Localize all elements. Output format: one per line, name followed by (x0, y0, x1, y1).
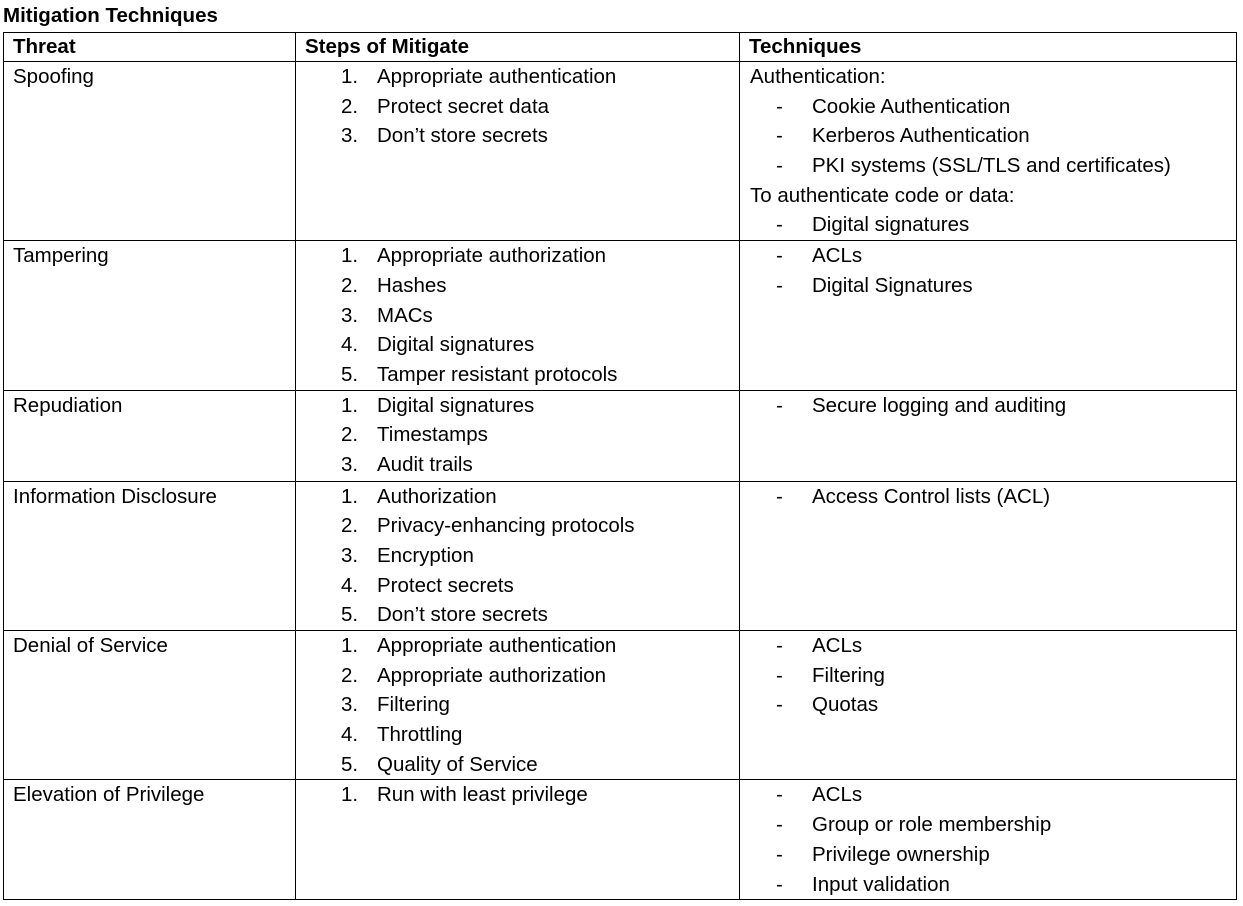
dash-bullet: - (776, 872, 783, 896)
table-body (4, 62, 1237, 900)
steps-cell (296, 241, 740, 390)
technique-heading (749, 181, 1236, 211)
technique-text: Access Control lists (ACL) (812, 484, 1051, 508)
step-text: Appropriate authentication (377, 65, 617, 88)
dash-bullet: - (776, 484, 783, 508)
step-number: 1. (341, 484, 359, 508)
step-item (305, 121, 739, 151)
step-item (305, 360, 739, 390)
steps-cell (296, 631, 740, 780)
techniques-cell (740, 62, 1237, 241)
step-number: 4. (341, 333, 359, 357)
header-steps: Steps of Mitigate (296, 33, 740, 62)
step-text: Appropriate authentication (377, 634, 617, 657)
step-number: 5. (341, 752, 359, 776)
technique-text: ACLs (812, 783, 863, 807)
table-row (4, 241, 1237, 390)
technique-item (749, 840, 1236, 870)
step-item (305, 62, 739, 92)
threat-cell: Repudiation (4, 390, 296, 481)
dash-bullet: - (776, 154, 783, 178)
step-item (305, 541, 739, 571)
technique-item (749, 482, 1236, 512)
step-number: 4. (341, 723, 359, 747)
step-number: 1. (341, 65, 359, 88)
table-row (4, 481, 1237, 630)
step-number: 3. (341, 124, 359, 148)
steps-cell (296, 390, 740, 481)
technique-text: To authenticate code or data: (750, 183, 1015, 207)
technique-item (749, 271, 1236, 301)
threat-cell: Tampering (4, 241, 296, 390)
step-item (305, 571, 739, 601)
step-number: 3. (341, 543, 359, 567)
step-number: 1. (341, 393, 359, 417)
step-text: Privacy-enhancing protocols (377, 514, 635, 538)
dash-bullet: - (776, 634, 783, 657)
technique-text: PKI systems (SSL/TLS and certificates) (812, 154, 1171, 178)
step-item (305, 750, 739, 780)
step-text: Audit trails (377, 452, 473, 476)
technique-item (749, 241, 1236, 271)
technique-item (749, 121, 1236, 151)
table-row (4, 390, 1237, 481)
technique-item (749, 151, 1236, 181)
technique-text: Digital Signatures (812, 273, 973, 297)
step-item (305, 271, 739, 301)
technique-text: Quotas (812, 693, 879, 717)
step-item (305, 690, 739, 720)
technique-item (749, 631, 1236, 661)
technique-text: Kerberos Authentication (812, 124, 1030, 148)
step-text: Quality of Service (377, 752, 538, 776)
step-item (305, 600, 739, 630)
table-row (4, 780, 1237, 900)
technique-text: Digital signatures (812, 213, 970, 237)
technique-item (749, 391, 1236, 421)
technique-text: Group or role membership (812, 813, 1052, 837)
step-text: Tamper resistant protocols (377, 362, 618, 386)
step-text: Filtering (377, 693, 450, 717)
step-number: 3. (341, 693, 359, 717)
step-number: 1. (341, 244, 359, 268)
technique-item (749, 92, 1236, 122)
step-text: Timestamps (377, 423, 488, 447)
document-title: Mitigation Techniques (3, 4, 218, 27)
step-text: Protect secret data (377, 94, 550, 118)
technique-text: Secure logging and auditing (812, 393, 1067, 417)
step-text: MACs (377, 303, 433, 327)
technique-item (749, 210, 1236, 240)
step-item (305, 661, 739, 691)
header-threat: Threat (4, 33, 296, 62)
technique-item (749, 870, 1236, 900)
step-item (305, 92, 739, 122)
step-item (305, 241, 739, 271)
step-number: 5. (341, 362, 359, 386)
dash-bullet: - (776, 244, 783, 268)
steps-cell (296, 62, 740, 241)
step-item (305, 511, 739, 541)
step-item (305, 482, 739, 512)
step-number: 3. (341, 452, 359, 476)
technique-text: ACLs (812, 634, 863, 657)
step-number: 2. (341, 273, 359, 297)
step-text: Appropriate authorization (377, 244, 607, 268)
dash-bullet: - (776, 783, 783, 807)
step-number: 4. (341, 573, 359, 597)
techniques-cell (740, 780, 1237, 900)
step-text: Digital signatures (377, 393, 535, 417)
threat-cell: Denial of Service (4, 631, 296, 780)
technique-item (749, 780, 1236, 810)
table-header-row (4, 33, 1237, 62)
step-number: 3. (341, 303, 359, 327)
technique-text: Privilege ownership (812, 842, 990, 866)
step-number: 2. (341, 94, 359, 118)
dash-bullet: - (776, 273, 783, 297)
dash-bullet: - (776, 842, 783, 866)
step-text: Appropriate authorization (377, 663, 607, 687)
dash-bullet: - (776, 813, 783, 837)
step-number: 5. (341, 603, 359, 627)
step-item (305, 301, 739, 331)
dash-bullet: - (776, 693, 783, 717)
header-techniques: Techniques (740, 33, 1237, 62)
techniques-cell (740, 481, 1237, 630)
table-row (4, 631, 1237, 780)
techniques-cell (740, 390, 1237, 481)
technique-text: Input validation (812, 872, 950, 896)
steps-cell (296, 780, 740, 900)
techniques-cell (740, 631, 1237, 780)
step-text: Throttling (377, 723, 463, 747)
technique-item (749, 810, 1236, 840)
technique-text: ACLs (812, 244, 863, 268)
dash-bullet: - (776, 213, 783, 237)
step-item (305, 330, 739, 360)
step-item (305, 391, 739, 421)
step-item (305, 631, 739, 661)
step-text: Protect secrets (377, 573, 514, 597)
step-number: 2. (341, 423, 359, 447)
technique-text: Authentication: (750, 65, 886, 88)
step-number: 2. (341, 663, 359, 687)
table-row (4, 62, 1237, 241)
dash-bullet: - (776, 393, 783, 417)
dash-bullet: - (776, 663, 783, 687)
step-item (305, 420, 739, 450)
step-item (305, 450, 739, 480)
steps-cell (296, 481, 740, 630)
dash-bullet: - (776, 124, 783, 148)
technique-item (749, 661, 1236, 691)
step-number: 1. (341, 783, 359, 807)
step-text: Hashes (377, 273, 447, 297)
threat-cell: Elevation of Privilege (4, 780, 296, 900)
dash-bullet: - (776, 94, 783, 118)
step-text: Digital signatures (377, 333, 535, 357)
threat-cell: Information Disclosure (4, 481, 296, 630)
technique-text: Cookie Authentication (812, 94, 1011, 118)
step-text: Run with least privilege (377, 783, 588, 807)
step-text: Authorization (377, 484, 497, 508)
technique-item (749, 690, 1236, 720)
step-text: Encryption (377, 543, 474, 567)
techniques-cell (740, 241, 1237, 390)
step-number: 2. (341, 514, 359, 538)
step-text: Don’t store secrets (377, 124, 548, 148)
technique-text: Filtering (812, 663, 885, 687)
threat-cell: Spoofing (4, 62, 296, 241)
mitigation-table (3, 32, 1237, 900)
step-item (305, 780, 739, 810)
step-text: Don’t store secrets (377, 603, 548, 627)
technique-heading (749, 62, 1236, 92)
step-item (305, 720, 739, 750)
step-number: 1. (341, 634, 359, 657)
